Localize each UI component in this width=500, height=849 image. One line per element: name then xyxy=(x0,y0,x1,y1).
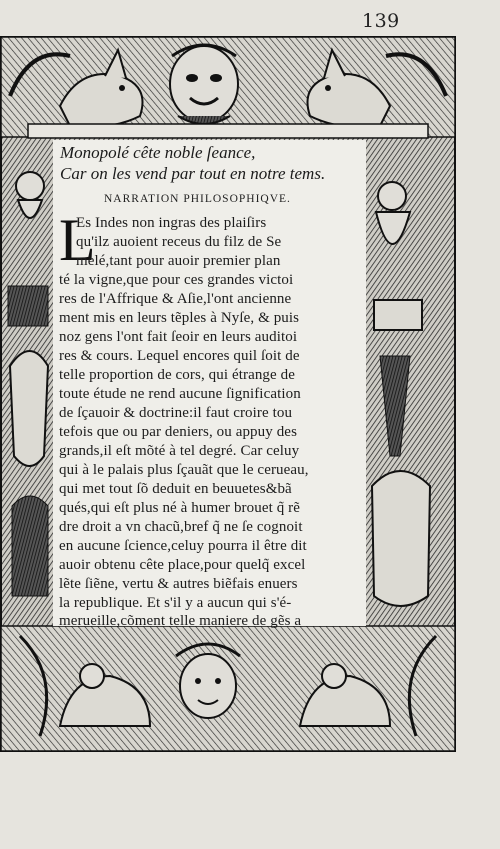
body-line: noz gens l'ont fait ſeoir en leurs auditoi xyxy=(59,329,298,345)
body-line: de ſçauoir & doctrine:il faut croire tou xyxy=(59,405,293,421)
section-heading: NARRATION PHILOSOPHIQVE. xyxy=(104,193,291,205)
body-line: res & cours. Lequel encores quil ſoit de xyxy=(59,348,300,364)
body-line: qui à le palais plus ſçauãt que le cerueau, xyxy=(59,462,309,478)
body-line: lẽte ſiẽne, vertu & autres biẽfais enuers xyxy=(59,576,298,592)
page-number: 139 xyxy=(362,10,400,32)
verse-line: Car on les vend par tout en notre tems. xyxy=(60,164,326,183)
body-line: Es Indes non ingras des plaiſirs xyxy=(76,215,267,231)
body-line: toute étude ne rend aucune ſignification xyxy=(59,386,301,402)
body-line: qui met tout ſõ deduit en beuuetes&bã xyxy=(59,481,292,497)
body-line: qu'ilz auoient receus du filz de Se xyxy=(76,234,282,250)
body-line: merueille,cõment telle maniere de gẽs a xyxy=(59,613,302,629)
verse-line: Monopolé cête noble ſeance, xyxy=(60,143,256,162)
body-line: telle proportion de cors, qui étrange de xyxy=(59,367,296,383)
body-line: qués,qui eſt plus né à humer brouet q̃ rẽ xyxy=(59,500,301,516)
body-line: grands,il eſt mõté à tel degré. Car celuy xyxy=(59,443,300,459)
body-line: la republique. Et s'il y a aucun qui s'é- xyxy=(59,595,292,611)
body-line: té la vigne,que pour ces grandes victoi xyxy=(59,272,294,288)
body-line: dre droit a vn chacũ,bref q̃ ne ſe cognoit xyxy=(59,519,303,535)
body-line: melé,tant pour auoir premier plan xyxy=(76,253,281,269)
drop-cap: L xyxy=(59,207,96,273)
body-line: res de l'Affrique & Aſie,l'ont ancienne xyxy=(59,291,292,307)
body-line: en aucune ſcience,celuy pourra il être dit xyxy=(59,538,307,554)
body-line: ment mis en leurs tẽples à Nyſe, & puis xyxy=(59,310,300,326)
body-line: tefois que ou par deniers, ou appuy des xyxy=(59,424,298,440)
body-line: auoir obtenu cête place,pour quelq̃ excel xyxy=(59,557,306,573)
mask-ornament-top xyxy=(170,45,238,124)
